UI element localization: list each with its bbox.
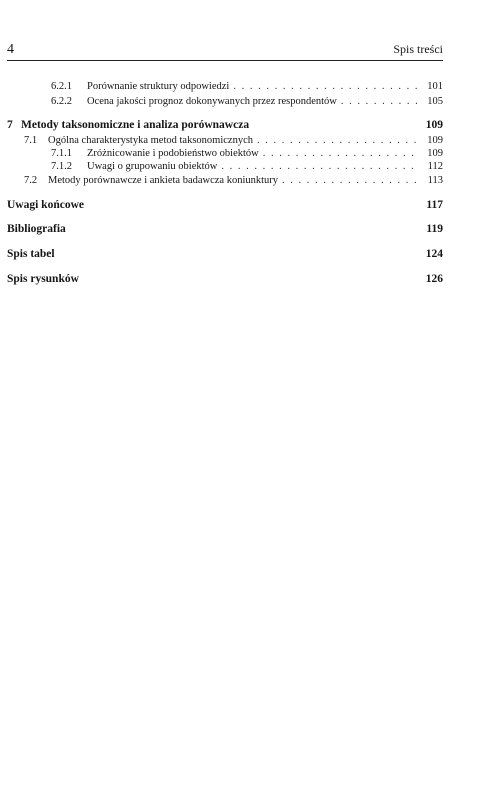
toc-leader-dots xyxy=(229,80,419,93)
toc-entry-title: Zróżnicowanie i podobieństwo obiektów xyxy=(87,148,259,159)
toc-entry-number: 7.1 xyxy=(24,135,38,146)
toc-entry-7-1-2 xyxy=(51,160,443,173)
toc-entry-page: 113 xyxy=(427,175,443,186)
toc-leader-dots xyxy=(337,95,419,108)
toc-entry-number: 7.2 xyxy=(24,175,38,186)
toc-section-title: Spis tabel xyxy=(7,248,55,260)
toc-entry-number: 7.1.2 xyxy=(51,161,72,172)
running-title: Spis treści xyxy=(393,42,443,56)
toc-section-title: Uwagi końcowe xyxy=(7,199,84,211)
toc-entry-number: 6.2.1 xyxy=(51,81,72,92)
toc-entry-7-1 xyxy=(24,134,443,147)
toc-section-title: Bibliografia xyxy=(7,223,66,235)
toc-entry-title: Ogólna charakterystyka metod taksonomicznych xyxy=(48,135,253,146)
header-rule xyxy=(7,60,443,61)
toc-leader-dots xyxy=(278,174,419,187)
toc-section-uwagi-koncowe xyxy=(7,199,443,211)
toc-entry-title: Uwagi o grupowaniu obiektów xyxy=(87,161,218,172)
page-number: 4 xyxy=(7,42,14,57)
toc-entry-title: Metody taksonomiczne i analiza porównawcza xyxy=(21,119,250,131)
toc-chapter-7 xyxy=(7,119,443,132)
toc-entry-number: 7 xyxy=(7,119,13,131)
toc-leader-dots xyxy=(253,134,419,147)
toc-entry-page: 112 xyxy=(427,161,443,172)
toc-entry-6-2-1 xyxy=(51,80,443,93)
toc-entry-title: Porównanie struktury odpowiedzi xyxy=(87,81,230,92)
toc-section-page: 119 xyxy=(426,223,443,235)
toc-section-page: 117 xyxy=(426,199,443,211)
toc-section-spis-rysunkow xyxy=(7,273,443,285)
toc-section-page: 124 xyxy=(425,248,443,260)
toc-entry-6-2-2 xyxy=(51,95,443,108)
toc-section-spis-tabel xyxy=(7,248,443,260)
toc-entry-7-2 xyxy=(24,174,443,187)
toc-entry-page: 109 xyxy=(425,119,443,131)
toc-leader-dots xyxy=(217,160,419,173)
toc-entry-page: 109 xyxy=(427,135,443,146)
toc-section-bibliografia xyxy=(7,223,443,235)
toc-leader-dots xyxy=(259,147,419,160)
toc-entry-title: Metody porównawcze i ankieta badawcza koniunktury xyxy=(48,175,279,186)
toc-entry-page: 105 xyxy=(427,96,443,107)
toc-section-page: 126 xyxy=(425,273,443,285)
toc-entry-page: 101 xyxy=(427,81,443,92)
toc-entry-title: Ocena jakości prognoz dokonywanych przez respondentów xyxy=(87,96,337,107)
toc-entry-number: 7.1.1 xyxy=(51,148,72,159)
toc-section-title: Spis rysunków xyxy=(7,273,79,285)
toc-entry-page: 109 xyxy=(427,148,443,159)
toc-entry-number: 6.2.2 xyxy=(51,96,72,107)
toc-entry-7-1-1 xyxy=(51,147,443,160)
